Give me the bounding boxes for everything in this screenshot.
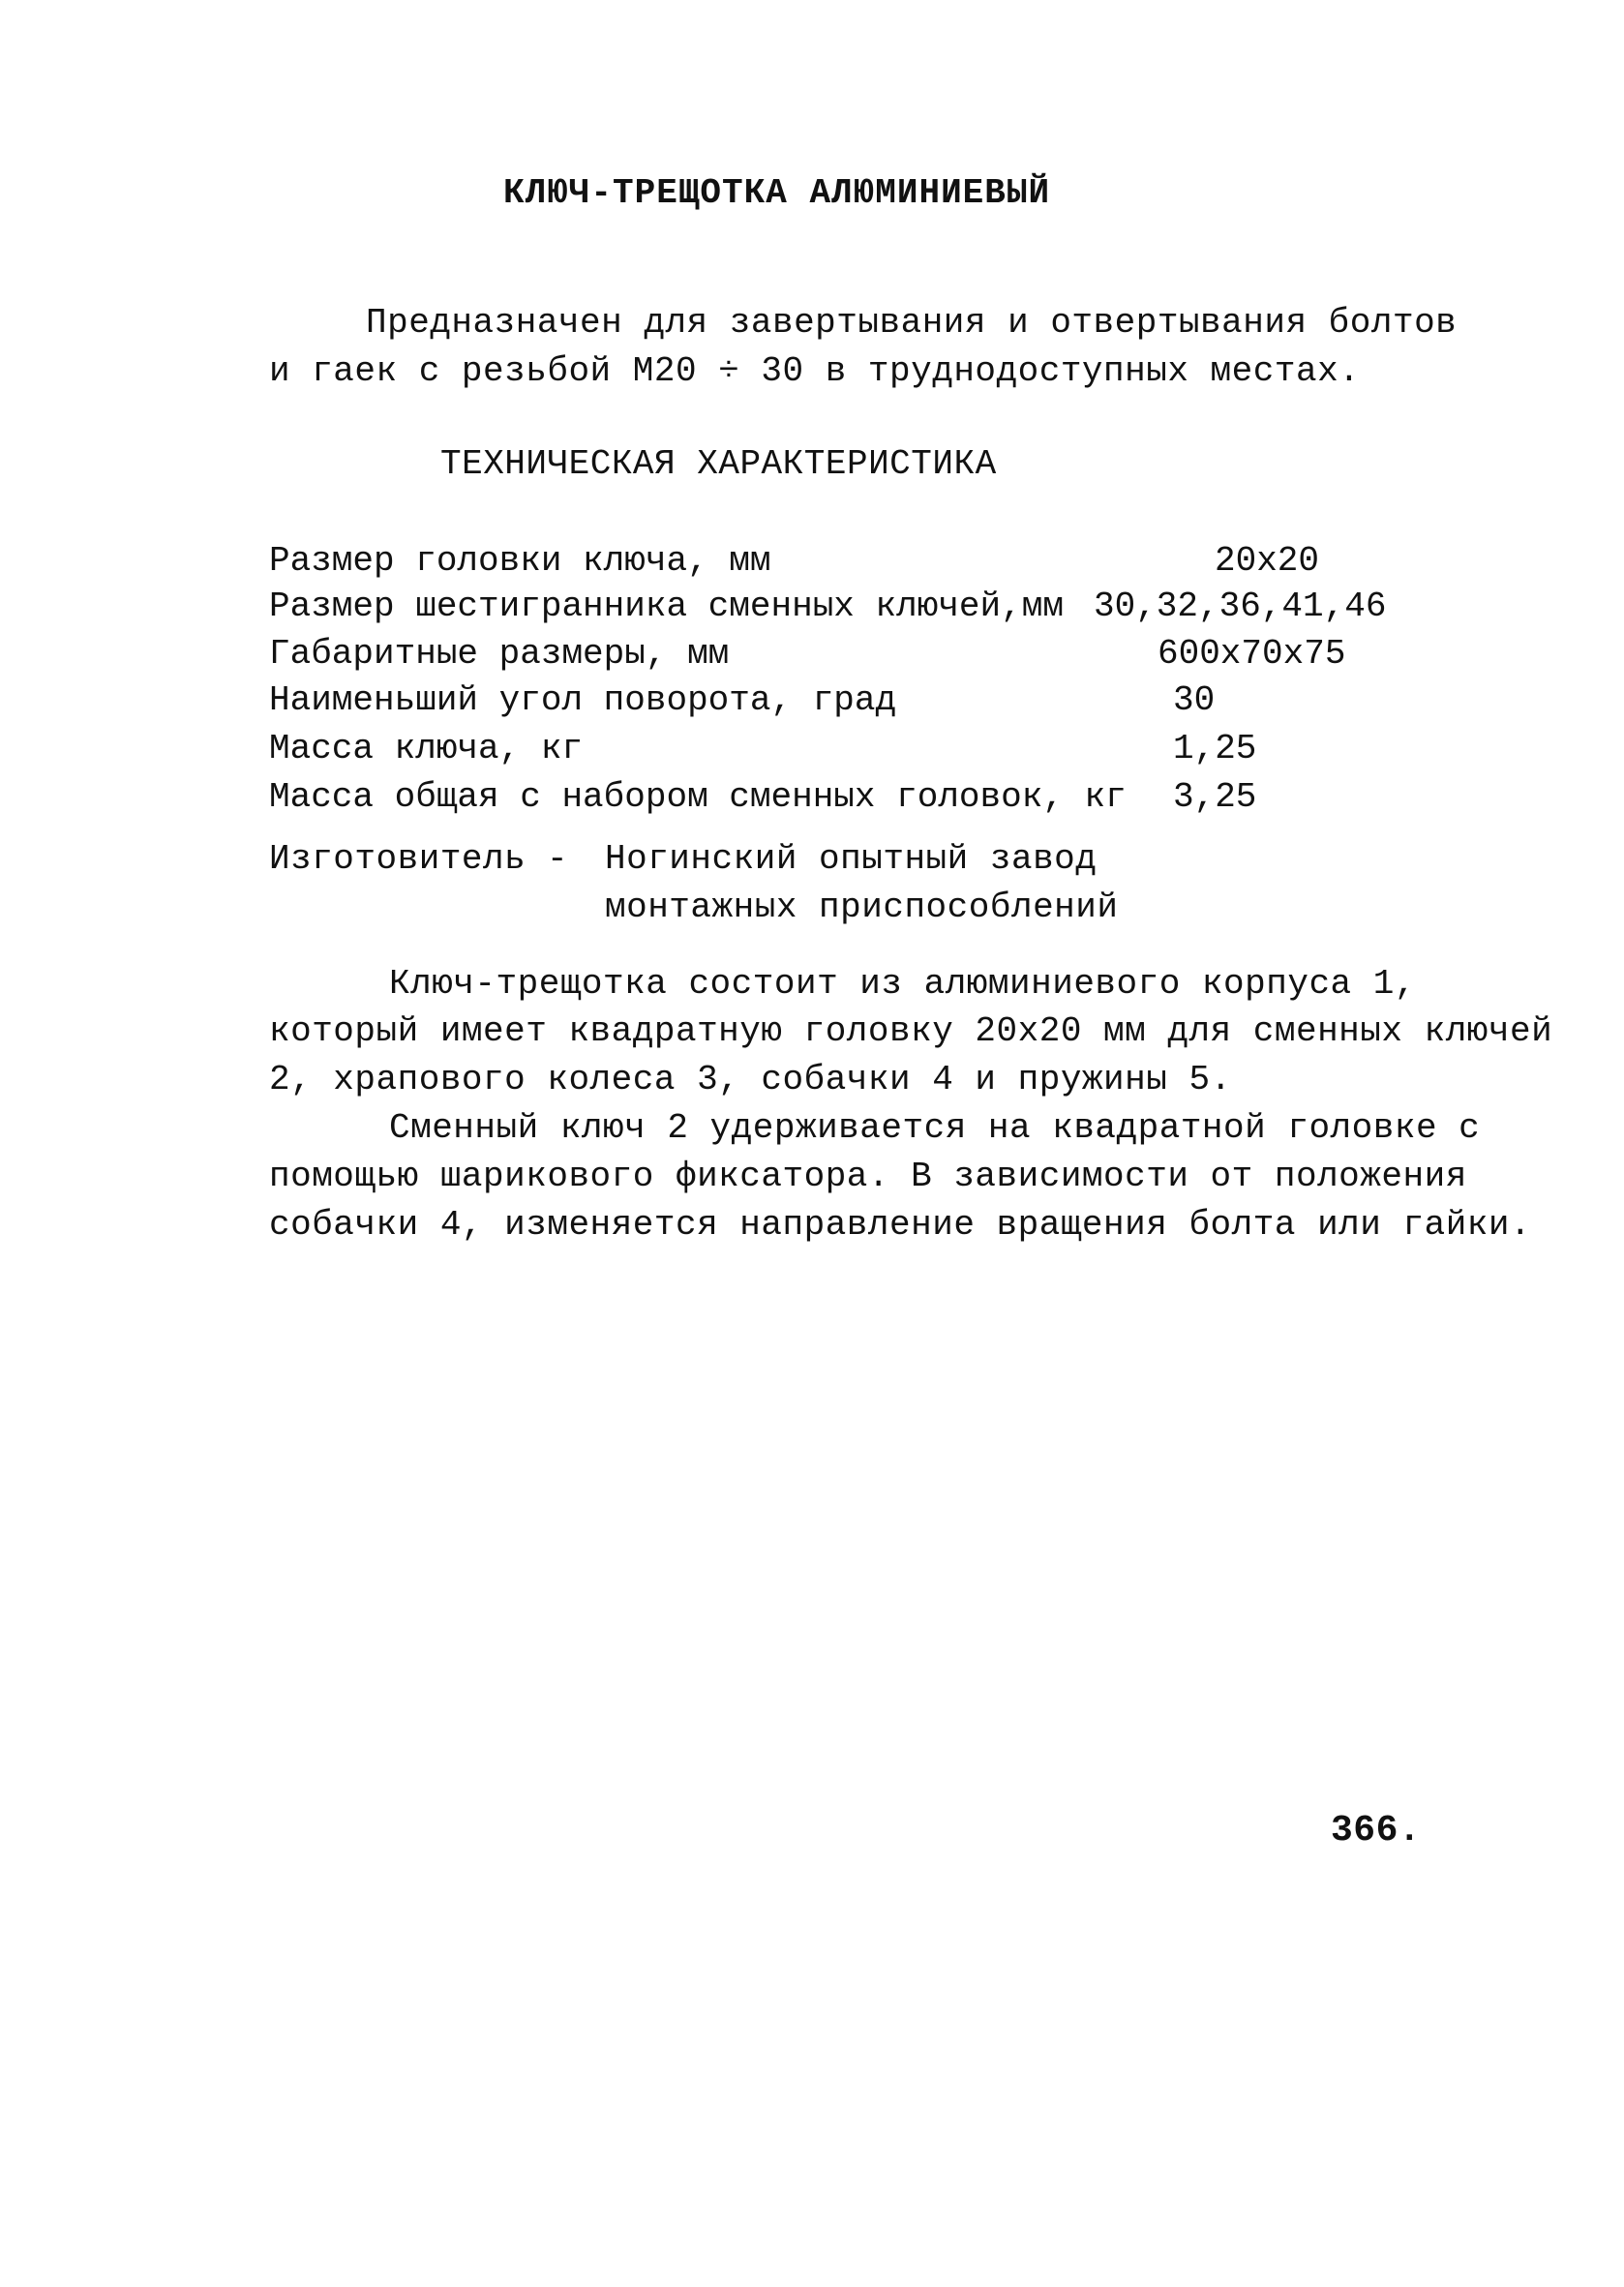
spec-row xyxy=(0,631,1624,677)
intro-line-2: и гаек с резьбой М20 ÷ 30 в труднодоступных местах. xyxy=(269,351,1361,391)
spec-label: Масса общая с набором сменных головок, кг xyxy=(269,777,1127,817)
spec-value: 30,32,36,41,46 xyxy=(1094,587,1387,626)
manufacturer-name-line-1: Ногинский опытный завод xyxy=(605,839,1098,879)
spec-row xyxy=(0,774,1624,821)
spec-value: 600х70х75 xyxy=(1158,634,1346,674)
document-title: КЛЮЧ-ТРЕЩОТКА АЛЮМИНИЕВЫЙ xyxy=(503,173,1051,213)
description-line: помощью шарикового фиксатора. В зависимости от положения xyxy=(269,1157,1467,1196)
spec-row xyxy=(0,584,1624,630)
intro-line-1: Предназначен для завертывания и отвертывания болтов xyxy=(366,303,1458,343)
spec-label: Наименьший угол поворота, град xyxy=(269,680,897,720)
spec-label: Размер головки ключа, мм xyxy=(269,541,771,581)
spec-value: 20х20 xyxy=(1215,541,1320,581)
description-line: который имеет квадратную головку 20х20 мм для сменных ключей xyxy=(269,1011,1553,1051)
manufacturer-label: Изготовитель xyxy=(269,839,526,879)
spec-row xyxy=(0,677,1624,724)
section-title: ТЕХНИЧЕСКАЯ ХАРАКТЕРИСТИКА xyxy=(440,444,997,484)
description-line: Ключ-трещотка состоит из алюминиевого корпуса 1, xyxy=(389,964,1416,1004)
manufacturer-name-line-2: монтажных приспособлений xyxy=(605,888,1119,927)
spec-label: Масса ключа, кг xyxy=(269,729,584,768)
description-line: 2, храпового колеса 3, собачки 4 и пружины 5. xyxy=(269,1060,1232,1099)
page-number: 366. xyxy=(1331,1810,1422,1851)
manufacturer-dash: - xyxy=(547,839,569,879)
spec-row xyxy=(0,538,1624,585)
spec-value: 1,25 xyxy=(1173,729,1257,768)
spec-label: Габаритные размеры, мм xyxy=(269,634,730,674)
description-line: собачки 4, изменяется направление вращения болта или гайки. xyxy=(269,1205,1532,1245)
spec-label: Размер шестигранника сменных ключей,мм xyxy=(269,587,1064,626)
description-line: Сменный ключ 2 удерживается на квадратной головке с xyxy=(389,1108,1481,1148)
spec-row xyxy=(0,726,1624,772)
spec-value: 3,25 xyxy=(1173,777,1257,817)
spec-value: 30 xyxy=(1173,680,1216,720)
